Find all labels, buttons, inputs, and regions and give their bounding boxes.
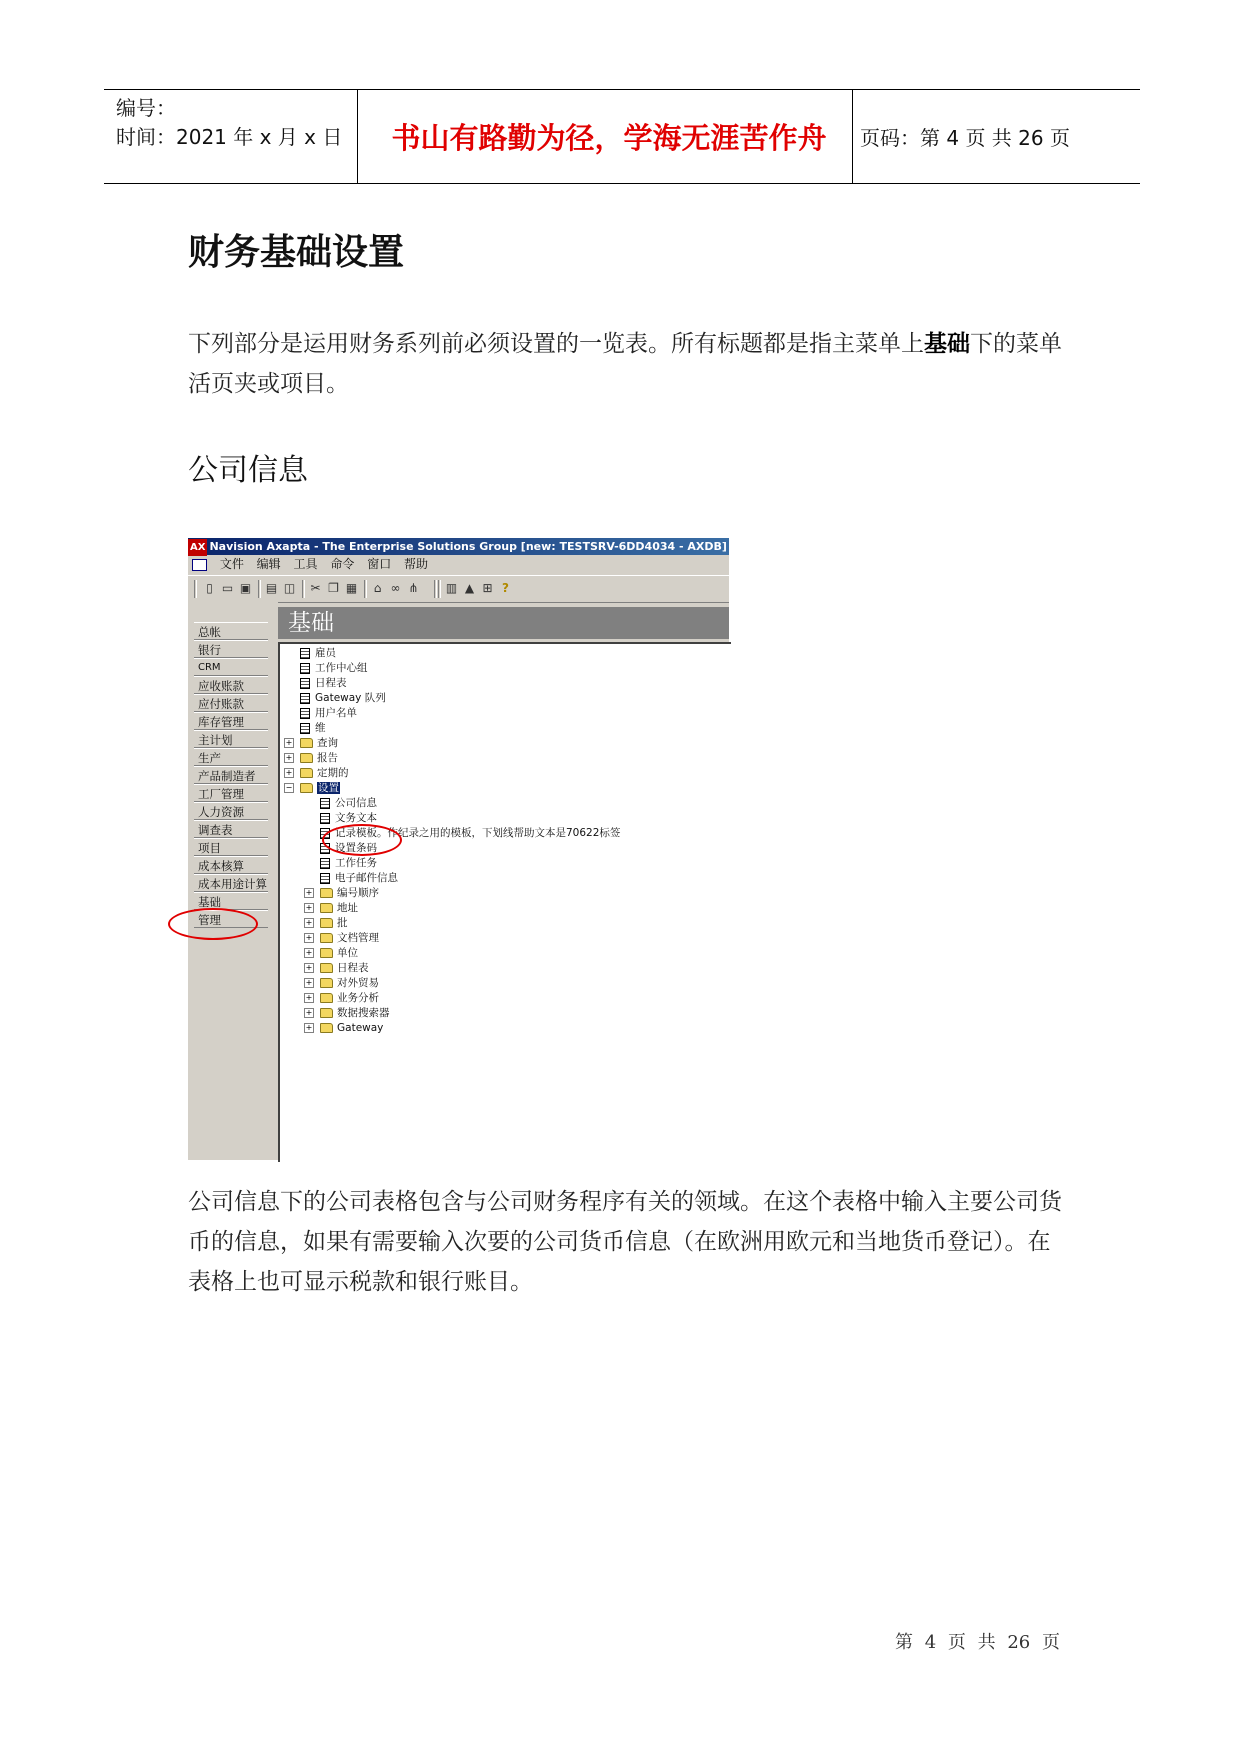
tree-folder[interactable]: [304, 1006, 390, 1021]
find-next-icon[interactable]: ⋔: [408, 581, 419, 595]
properties-icon[interactable]: ▥: [445, 581, 458, 595]
find-icon[interactable]: ∞: [390, 581, 401, 595]
tree-item-label: 电子邮件信息: [335, 872, 398, 884]
collapse-icon[interactable]: −: [285, 783, 293, 792]
expand-icon[interactable]: +: [285, 738, 293, 747]
tree-item-label: 雇员: [315, 647, 336, 659]
document-time-label: 时间：2021 年 x 月 x 日: [116, 125, 343, 149]
tree-item-label: 设置条码: [335, 842, 377, 854]
system-menu-icon[interactable]: [192, 559, 207, 571]
header-motto: 书山有路勤为径，学海无涯苦作舟: [391, 121, 827, 155]
tree-item[interactable]: [300, 691, 386, 706]
tree-item-label: 文务文本: [335, 812, 377, 824]
tree-folder[interactable]: [304, 901, 358, 916]
form-icon: [300, 648, 310, 659]
tree-folder-label: 设置: [318, 782, 339, 794]
paste-icon[interactable]: ▦: [345, 581, 358, 595]
folder-icon: [300, 753, 313, 763]
tree-folder[interactable]: [304, 916, 348, 931]
tree-folder[interactable]: [304, 976, 379, 991]
nav-project[interactable]: 项目: [194, 838, 268, 856]
form-icon: [300, 678, 310, 689]
toolbar-separator: [364, 580, 367, 598]
folder-icon: [320, 918, 333, 928]
tree-item-label: 公司信息: [335, 797, 377, 809]
tree-item[interactable]: [300, 706, 357, 721]
axapta-screenshot: [188, 538, 798, 1160]
tree-folder[interactable]: [304, 991, 379, 1006]
menu-help[interactable]: 帮助: [404, 557, 429, 571]
tree-item-label: 用户名单: [315, 707, 357, 719]
folder-icon: [320, 933, 333, 943]
tree-folder[interactable]: [304, 931, 379, 946]
tree-item-company-info[interactable]: [320, 796, 377, 811]
document-number-label: 编号：: [116, 96, 176, 120]
folder-icon: [300, 738, 313, 748]
header-page-info: 页码：第 4 页 共 26 页: [860, 126, 1070, 150]
pane-title: 基础: [278, 607, 729, 639]
toolbar-separator: [434, 580, 437, 598]
open-icon[interactable]: ▭: [221, 581, 234, 595]
tree-folder-label: 日程表: [337, 962, 369, 974]
toolbar-grip: [194, 580, 197, 598]
nav-master-planning[interactable]: 主计划: [194, 730, 268, 748]
nav-accounts-payable[interactable]: 应付账款: [194, 694, 268, 712]
folder-icon: [320, 888, 333, 898]
tree-folder[interactable]: [304, 961, 369, 976]
tree-folder-label: 文档管理: [337, 932, 379, 944]
tree-folder[interactable]: [304, 946, 358, 961]
tree-folder[interactable]: [284, 736, 338, 751]
toolbar: [188, 575, 729, 603]
intro-paragraph: [188, 324, 1068, 404]
section-title: 公司信息: [188, 453, 308, 488]
toolbar-separator: [438, 580, 441, 598]
section-paragraph: 公司信息下的公司表格包含与公司财务程序有关的领域。在这个表格中输入主要公司货币的信息，如果有需要输入次要的公司货币信息（在欧洲用欧元和当地货币登记）。在表格上也可显示税款和银行账目。: [188, 1189, 1062, 1295]
menu-tree: [278, 642, 731, 1162]
document-title: 财务基础设置: [188, 232, 405, 273]
tree-item[interactable]: [300, 646, 336, 661]
folder-icon: [300, 768, 313, 778]
window-title: Navision Axapta - The Enterprise Solutions Group [new: TESTSRV-6DD4034 - AXDB] - [主菜单 - d: [209, 540, 798, 553]
form-icon: [320, 858, 330, 869]
menu-tools[interactable]: 工具: [293, 557, 318, 571]
tree-item[interactable]: [300, 676, 347, 691]
folder-icon: [320, 963, 333, 973]
expand-icon[interactable]: +: [305, 1023, 313, 1032]
expand-icon[interactable]: +: [305, 948, 313, 957]
highlight-circle-company-info: [322, 824, 402, 856]
tree-folder[interactable]: [284, 766, 349, 781]
tree-item-label: 记录模板。作纪录之用的模板，下划线帮助文本是70622标签: [335, 827, 621, 839]
open-folder-icon: [300, 783, 313, 793]
tree-folder-label: 批: [337, 917, 348, 929]
header-divider: [357, 90, 358, 183]
menu-edit[interactable]: 编辑: [256, 557, 281, 571]
company-icon[interactable]: ▲: [464, 581, 475, 595]
page-footer: 第 4 页 共 26 页: [895, 1632, 1060, 1653]
tree-folder-label: Gateway: [337, 1022, 384, 1034]
folder-icon: [320, 1008, 333, 1018]
nav-inventory[interactable]: 库存管理: [194, 712, 268, 730]
header-meta: [116, 94, 356, 152]
expand-icon[interactable]: +: [305, 963, 313, 972]
tree-folder-label: 报告: [317, 752, 338, 764]
print-preview-icon[interactable]: ◫: [283, 581, 296, 595]
tree-item[interactable]: [300, 661, 368, 676]
form-icon: [320, 873, 330, 884]
tree-item-label: 工作中心组: [315, 662, 368, 674]
nav-accounts-receivable[interactable]: 应收账款: [194, 676, 268, 694]
tree-folder-label: 地址: [337, 902, 358, 914]
page-header: [104, 89, 1140, 184]
tree-item[interactable]: [300, 721, 326, 736]
calculator-icon[interactable]: ⊞: [482, 581, 493, 595]
main-pane: [278, 602, 729, 1160]
expand-icon[interactable]: +: [285, 753, 293, 762]
tree-folder[interactable]: [304, 886, 379, 901]
nav-cost-usage[interactable]: 成本用途计算: [194, 874, 268, 892]
folder-icon: [320, 993, 333, 1003]
nav-bank[interactable]: 银行: [194, 640, 268, 658]
toolbar-separator: [302, 580, 305, 598]
form-icon: [300, 723, 310, 734]
save-icon[interactable]: ▣: [239, 581, 252, 595]
expand-icon[interactable]: +: [285, 768, 293, 777]
form-icon: [300, 693, 310, 704]
help-icon[interactable]: ?: [502, 581, 509, 595]
tree-item-label: 工作任务: [335, 857, 377, 869]
nav-shop-floor[interactable]: 工厂管理: [194, 784, 268, 802]
nav-production[interactable]: 生产: [194, 748, 268, 766]
nav-basic[interactable]: 基础: [194, 892, 268, 910]
form-icon: [320, 813, 330, 824]
tree-folder-setup[interactable]: [284, 781, 340, 796]
folder-icon: [320, 1023, 333, 1033]
menu-window[interactable]: 窗口: [367, 557, 392, 571]
nav-administration[interactable]: 管理: [194, 910, 268, 928]
print-icon[interactable]: ▤: [265, 581, 278, 595]
tree-folder-label: 单位: [337, 947, 358, 959]
tree-folder-label: 数据搜索器: [337, 1007, 390, 1019]
menu-bar: [188, 555, 729, 573]
tree-folder[interactable]: [304, 1021, 383, 1036]
module-navigation: [188, 602, 278, 1160]
app-logo: AX: [188, 539, 207, 556]
nav-product-builder[interactable]: 产品制造者: [194, 766, 268, 784]
copy-icon[interactable]: ❐: [328, 581, 339, 595]
form-icon: [300, 663, 310, 674]
filter-icon[interactable]: ⌂: [373, 581, 382, 595]
folder-icon: [320, 978, 333, 988]
cut-icon[interactable]: ✂: [310, 581, 321, 595]
tree-folder-label: 定期的: [317, 767, 349, 779]
tree-folder-label: 查询: [317, 737, 338, 749]
nav-cost-accounting[interactable]: 成本核算: [194, 856, 268, 874]
header-divider: [852, 90, 853, 183]
window-titlebar: [188, 538, 798, 555]
tree-folder[interactable]: [284, 751, 338, 766]
expand-icon[interactable]: +: [305, 918, 313, 927]
menu-file[interactable]: 文件: [219, 557, 244, 571]
folder-icon: [320, 903, 333, 913]
nav-crm[interactable]: CRM: [194, 658, 268, 676]
expand-icon[interactable]: +: [305, 888, 313, 897]
tree-item[interactable]: [320, 871, 398, 886]
expand-icon[interactable]: +: [305, 1008, 313, 1017]
tree-item-label: Gateway 队列: [315, 692, 386, 704]
form-icon: [320, 798, 330, 809]
tree-item-label: 维: [315, 722, 326, 734]
folder-icon: [320, 948, 333, 958]
new-icon[interactable]: ▯: [206, 581, 213, 595]
nav-human-resources[interactable]: 人力资源: [194, 802, 268, 820]
toolbar-separator: [258, 580, 261, 598]
expand-icon[interactable]: +: [305, 933, 313, 942]
tree-item[interactable]: [320, 856, 377, 871]
expand-icon[interactable]: +: [305, 903, 313, 912]
nav-questionnaire[interactable]: 调查表: [194, 820, 268, 838]
form-icon: [300, 708, 310, 719]
nav-general-ledger[interactable]: 总帐: [194, 622, 268, 640]
intro-text: 下列部分是运用财务系列前必须设置的一览表。所有标题都是指主菜单上: [188, 331, 924, 357]
menu-command[interactable]: 命令: [330, 557, 355, 571]
tree-folder-label: 对外贸易: [337, 977, 379, 989]
expand-icon[interactable]: +: [305, 993, 313, 1002]
tree-folder-label: 编号顺序: [337, 887, 379, 899]
intro-bold-term: 基础: [924, 331, 970, 357]
tree-folder-label: 业务分析: [337, 992, 379, 1004]
tree-item-label: 日程表: [315, 677, 347, 689]
expand-icon[interactable]: +: [305, 978, 313, 987]
intro-text-end: 下的菜单活页夹或项目。: [188, 331, 1062, 397]
highlight-circle-basic: [168, 908, 258, 940]
